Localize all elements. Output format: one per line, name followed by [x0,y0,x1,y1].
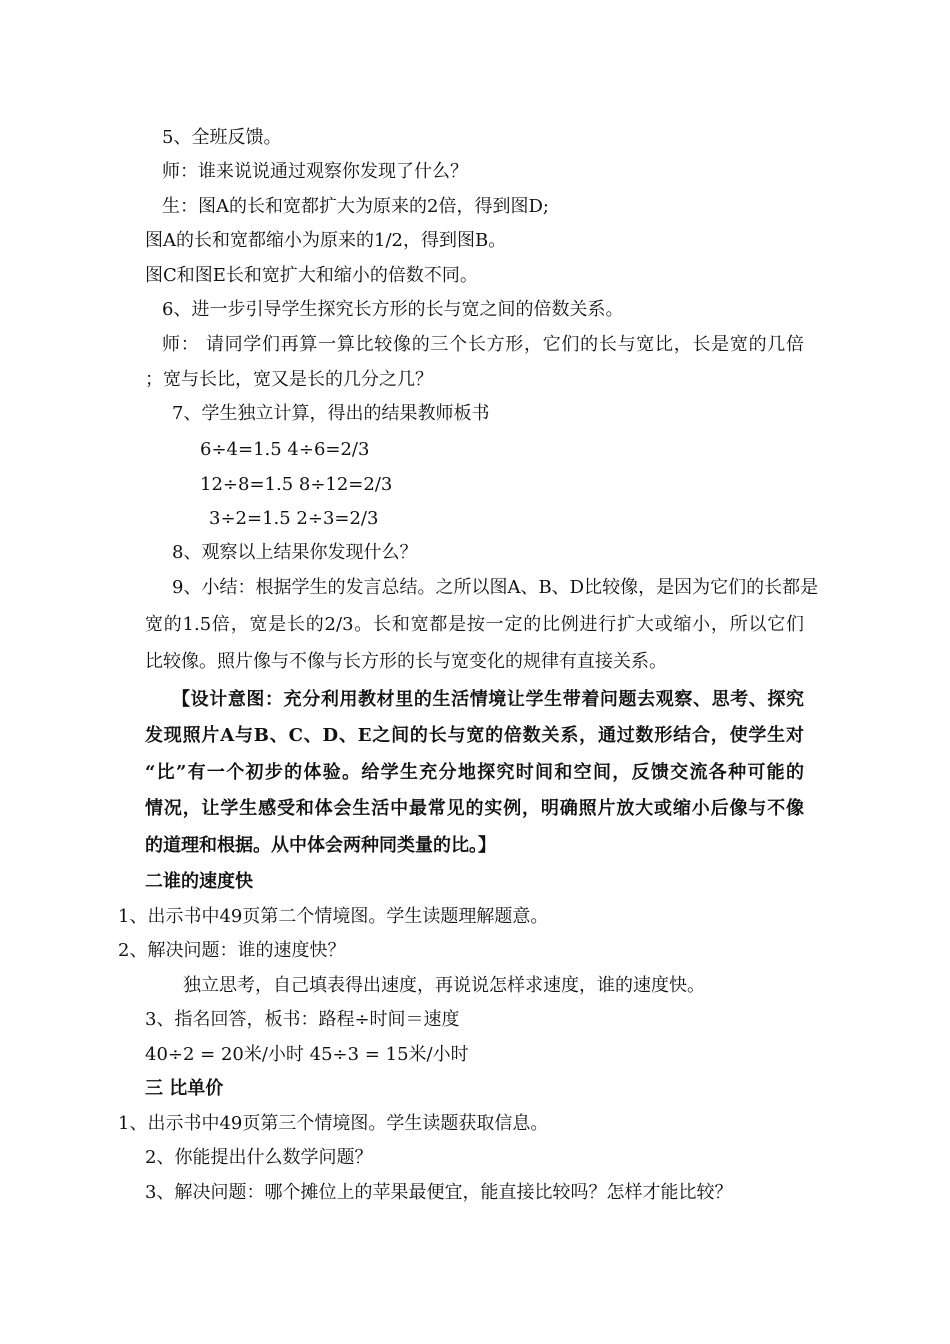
text-line-figure-ce: 图C和图E长和宽扩大和缩小的倍数不同。 [145,265,478,286]
text-line-step6: 6、进一步引导学生探究长方形的长与宽之间的倍数关系。 [162,299,624,320]
text-line-student-answer: 生：图A的长和宽都扩大为原来的2倍，得到图D; [162,196,549,217]
formula-line-1: 6÷4=1.5 4÷6=2/3 [200,439,370,460]
design-intent-line-5: 的道理和根据。从中体会两种同类量的比。】 [145,835,496,856]
text-line-summary-1: 9、小结：根据学生的发言总结。之所以图A、B、D比较像，是因为它们的长都是 [172,577,819,598]
text-line-speed-3: 3、指名回答，板书：路程÷时间＝速度 [145,1009,460,1030]
design-intent-line-3: “比”有一个初步的体验。给学生充分地探究时间和空间，反馈交流各种可能的 [145,762,804,783]
text-line-step8: 8、观察以上结果你发现什么？ [172,542,418,563]
formula-line-2: 12÷8=1.5 8÷12=2/3 [200,474,393,495]
text-line-figure-b: 图A的长和宽都缩小为原来的1/2，得到图B。 [145,230,507,251]
text-line-price-3: 3、解决问题：哪个摊位上的苹果最便宜，能直接比较吗？怎样才能比较？ [145,1182,733,1203]
text-line-speed-1: 1、出示书中49页第二个情境图。学生读题理解题意。 [118,906,549,927]
text-line-summary-2: 宽的1.5倍，宽是长的2/3。长和宽都是按一定的比例进行扩大或缩小，所以它们 [145,614,804,635]
design-intent-line-4: 情况，让学生感受和体会生活中最常见的实例，明确照片放大或缩小后像与不像 [145,798,804,819]
text-line-step5: 5、全班反馈。 [162,127,282,148]
formula-line-speed: 40÷2 = 20米/小时 45÷3 = 15米/小时 [145,1044,469,1065]
text-line-price-1: 1、出示书中49页第三个情境图。学生读题获取信息。 [118,1113,549,1134]
text-line-teacher-prompt-cont: ；宽与长比，宽又是长的几分之几？ [145,369,433,390]
text-line-summary-3: 比较像。照片像与不像与长方形的长与宽变化的规律有直接关系。 [145,651,667,672]
formula-line-3: 3÷2=1.5 2÷3=2/3 [209,508,379,529]
text-line-teacher-question: 师：谁来说说通过观察你发现了什么？ [162,161,468,182]
design-intent-line-1: 【设计意图：充分利用教材里的生活情境让学生带着问题去观察、思考、探究 [172,689,804,710]
text-line-step7: 7、学生独立计算，得出的结果教师板书 [172,403,490,424]
section-heading-speed: 二谁的速度快 [145,871,253,892]
text-line-speed-2: 2、解决问题：谁的速度快？ [118,940,346,961]
section-heading-unit-price: 三 比单价 [145,1078,224,1099]
design-intent-line-2: 发现照片A与B、C、D、E之间的长与宽的倍数关系，通过数形结合，使学生对 [145,725,804,746]
text-line-speed-think: 独立思考，自己填表得出速度，再说说怎样求速度，谁的速度快。 [183,975,705,996]
text-line-teacher-prompt: 师： 请同学们再算一算比较像的三个长方形，它们的长与宽比，长是宽的几倍 [162,334,804,355]
text-line-price-2: 2、你能提出什么数学问题？ [145,1147,373,1168]
